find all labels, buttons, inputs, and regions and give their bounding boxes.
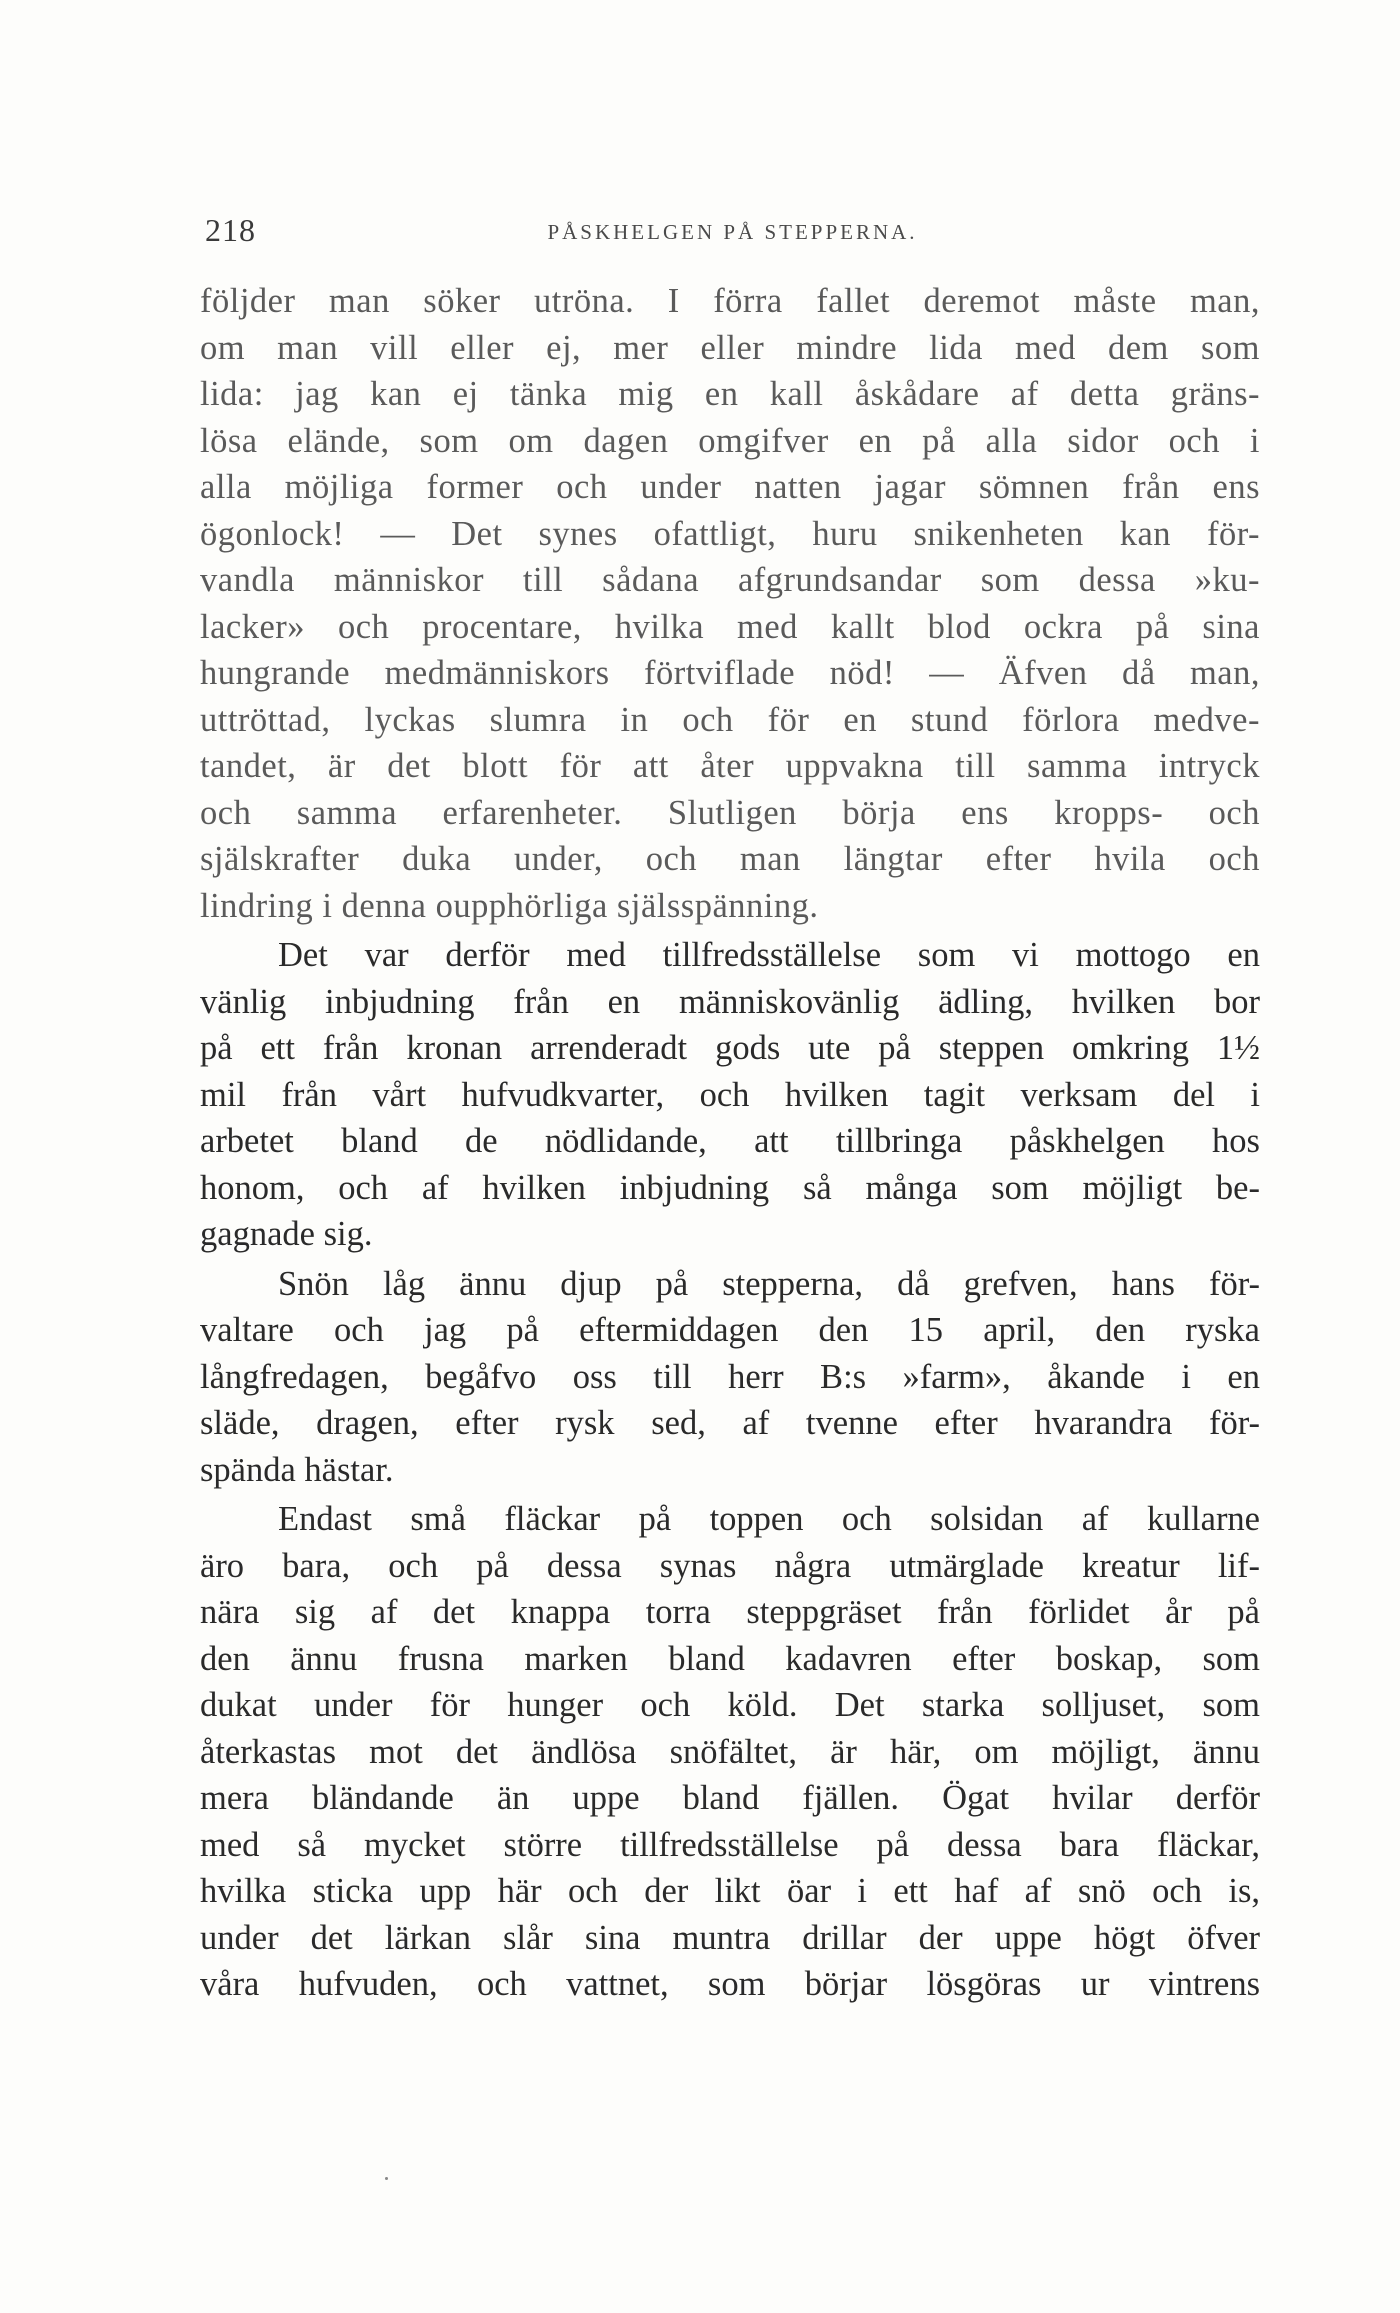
text-line: Det var derför med tillfredsställelse som vi mottogo en: [278, 936, 1260, 974]
text-line: hvilka sticka upp här och der likt öar i ett haf af snö och is,: [200, 1872, 1260, 1910]
text-line: hungrande medmänniskors förtviflade nöd! — Äfven då man,: [200, 654, 1260, 692]
text-line: om man vill eller ej, mer eller mindre lida med dem som: [200, 328, 1260, 367]
text-line: Snön låg ännu djup på stepperna, då grefven, hans för-: [278, 1264, 1260, 1303]
paragraph: [200, 1261, 1260, 1494]
body-text: [200, 278, 1260, 2008]
text-line: spända hästar.: [200, 1450, 394, 1489]
text-line: lacker» och procentare, hvilka med kallt blod ockra på sina: [200, 607, 1260, 646]
text-line: vänlig inbjudning från en människovänlig ädling, hvilken bor: [200, 982, 1260, 1021]
paper-speck: [385, 2177, 388, 2180]
text-line: själskrafter duka under, och man längtar efter hvila och: [200, 840, 1260, 878]
text-line: honom, och af hvilken inbjudning så många som möjligt be-: [200, 1168, 1260, 1207]
text-line: gagnade sig.: [200, 1215, 373, 1253]
text-line: och samma erfarenheter. Slutligen börja ens kropps- och: [200, 793, 1260, 832]
text-line: arbetet bland de nödlidande, att tillbringa påskhelgen hos: [200, 1122, 1260, 1160]
text-line: följder man söker utröna. I förra fallet deremot måste man,: [200, 282, 1260, 320]
text-line: våra hufvuden, och vattnet, som börjar lösgöras ur vintrens: [200, 1965, 1260, 2003]
text-line: valtare och jag på eftermiddagen den 15 april, den ryska: [200, 1311, 1260, 1349]
text-line: lindring i denna oupphörliga själsspänning.: [200, 886, 819, 925]
text-line: dukat under för hunger och köld. Det starka solljuset, som: [200, 1686, 1260, 1724]
page-number: 218: [205, 212, 256, 248]
paragraph: [200, 278, 1260, 929]
text-line: släde, dragen, efter rysk sed, af tvenne efter hvarandra för-: [200, 1404, 1260, 1442]
paragraph: [200, 1496, 1260, 2008]
paragraph: [200, 932, 1260, 1258]
text-line: äro bara, och på dessa synas några utmärglade kreatur lif-: [200, 1546, 1260, 1585]
text-line: mil från vårt hufvudkvarter, och hvilken tagit verksam del i: [200, 1075, 1260, 1114]
text-line: alla möjliga former och under natten jagar sömnen från ens: [200, 468, 1260, 506]
text-line: under det lärkan slår sina muntra drillar der uppe högt öfver: [200, 1918, 1260, 1957]
text-line: uttröttad, lyckas slumra in och för en stund förlora medve-: [200, 700, 1260, 739]
text-line: långfredagen, begåfvo oss till herr B:s »farm», åkande i en: [200, 1357, 1260, 1396]
page-header: [205, 212, 1260, 252]
text-line: den ännu frusna marken bland kadavren efter boskap, som: [200, 1639, 1260, 1678]
text-line: återkastas mot det ändlösa snöfältet, är här, om möjligt, ännu: [200, 1732, 1260, 1771]
text-line: med så mycket större tillfredsställelse på dessa bara fläckar,: [200, 1825, 1260, 1864]
running-title: PÅSKHELGEN PÅ STEPPERNA.: [547, 220, 918, 244]
text-line: Endast små fläckar på toppen och solsidan af kullarne: [278, 1500, 1260, 1538]
text-line: lösa elände, som om dagen omgifver en på alla sidor och i: [200, 421, 1260, 460]
text-line: lida: jag kan ej tänka mig en kall åskådare af detta gräns-: [200, 375, 1260, 413]
text-line: mera bländande än uppe bland fjällen. Ögat hvilar derför: [200, 1779, 1260, 1817]
text-line: på ett från kronan arrenderadt gods ute på steppen omkring 1½: [200, 1029, 1260, 1067]
text-line: tandet, är det blott för att åter uppvakna till samma intryck: [200, 747, 1260, 785]
text-line: nära sig af det knappa torra steppgräset från förlidet år på: [200, 1593, 1260, 1631]
text-line: vandla människor till sådana afgrundsandar som dessa »ku-: [200, 561, 1260, 599]
text-line: ögonlock! — Det synes ofattligt, huru snikenheten kan för-: [200, 514, 1260, 553]
